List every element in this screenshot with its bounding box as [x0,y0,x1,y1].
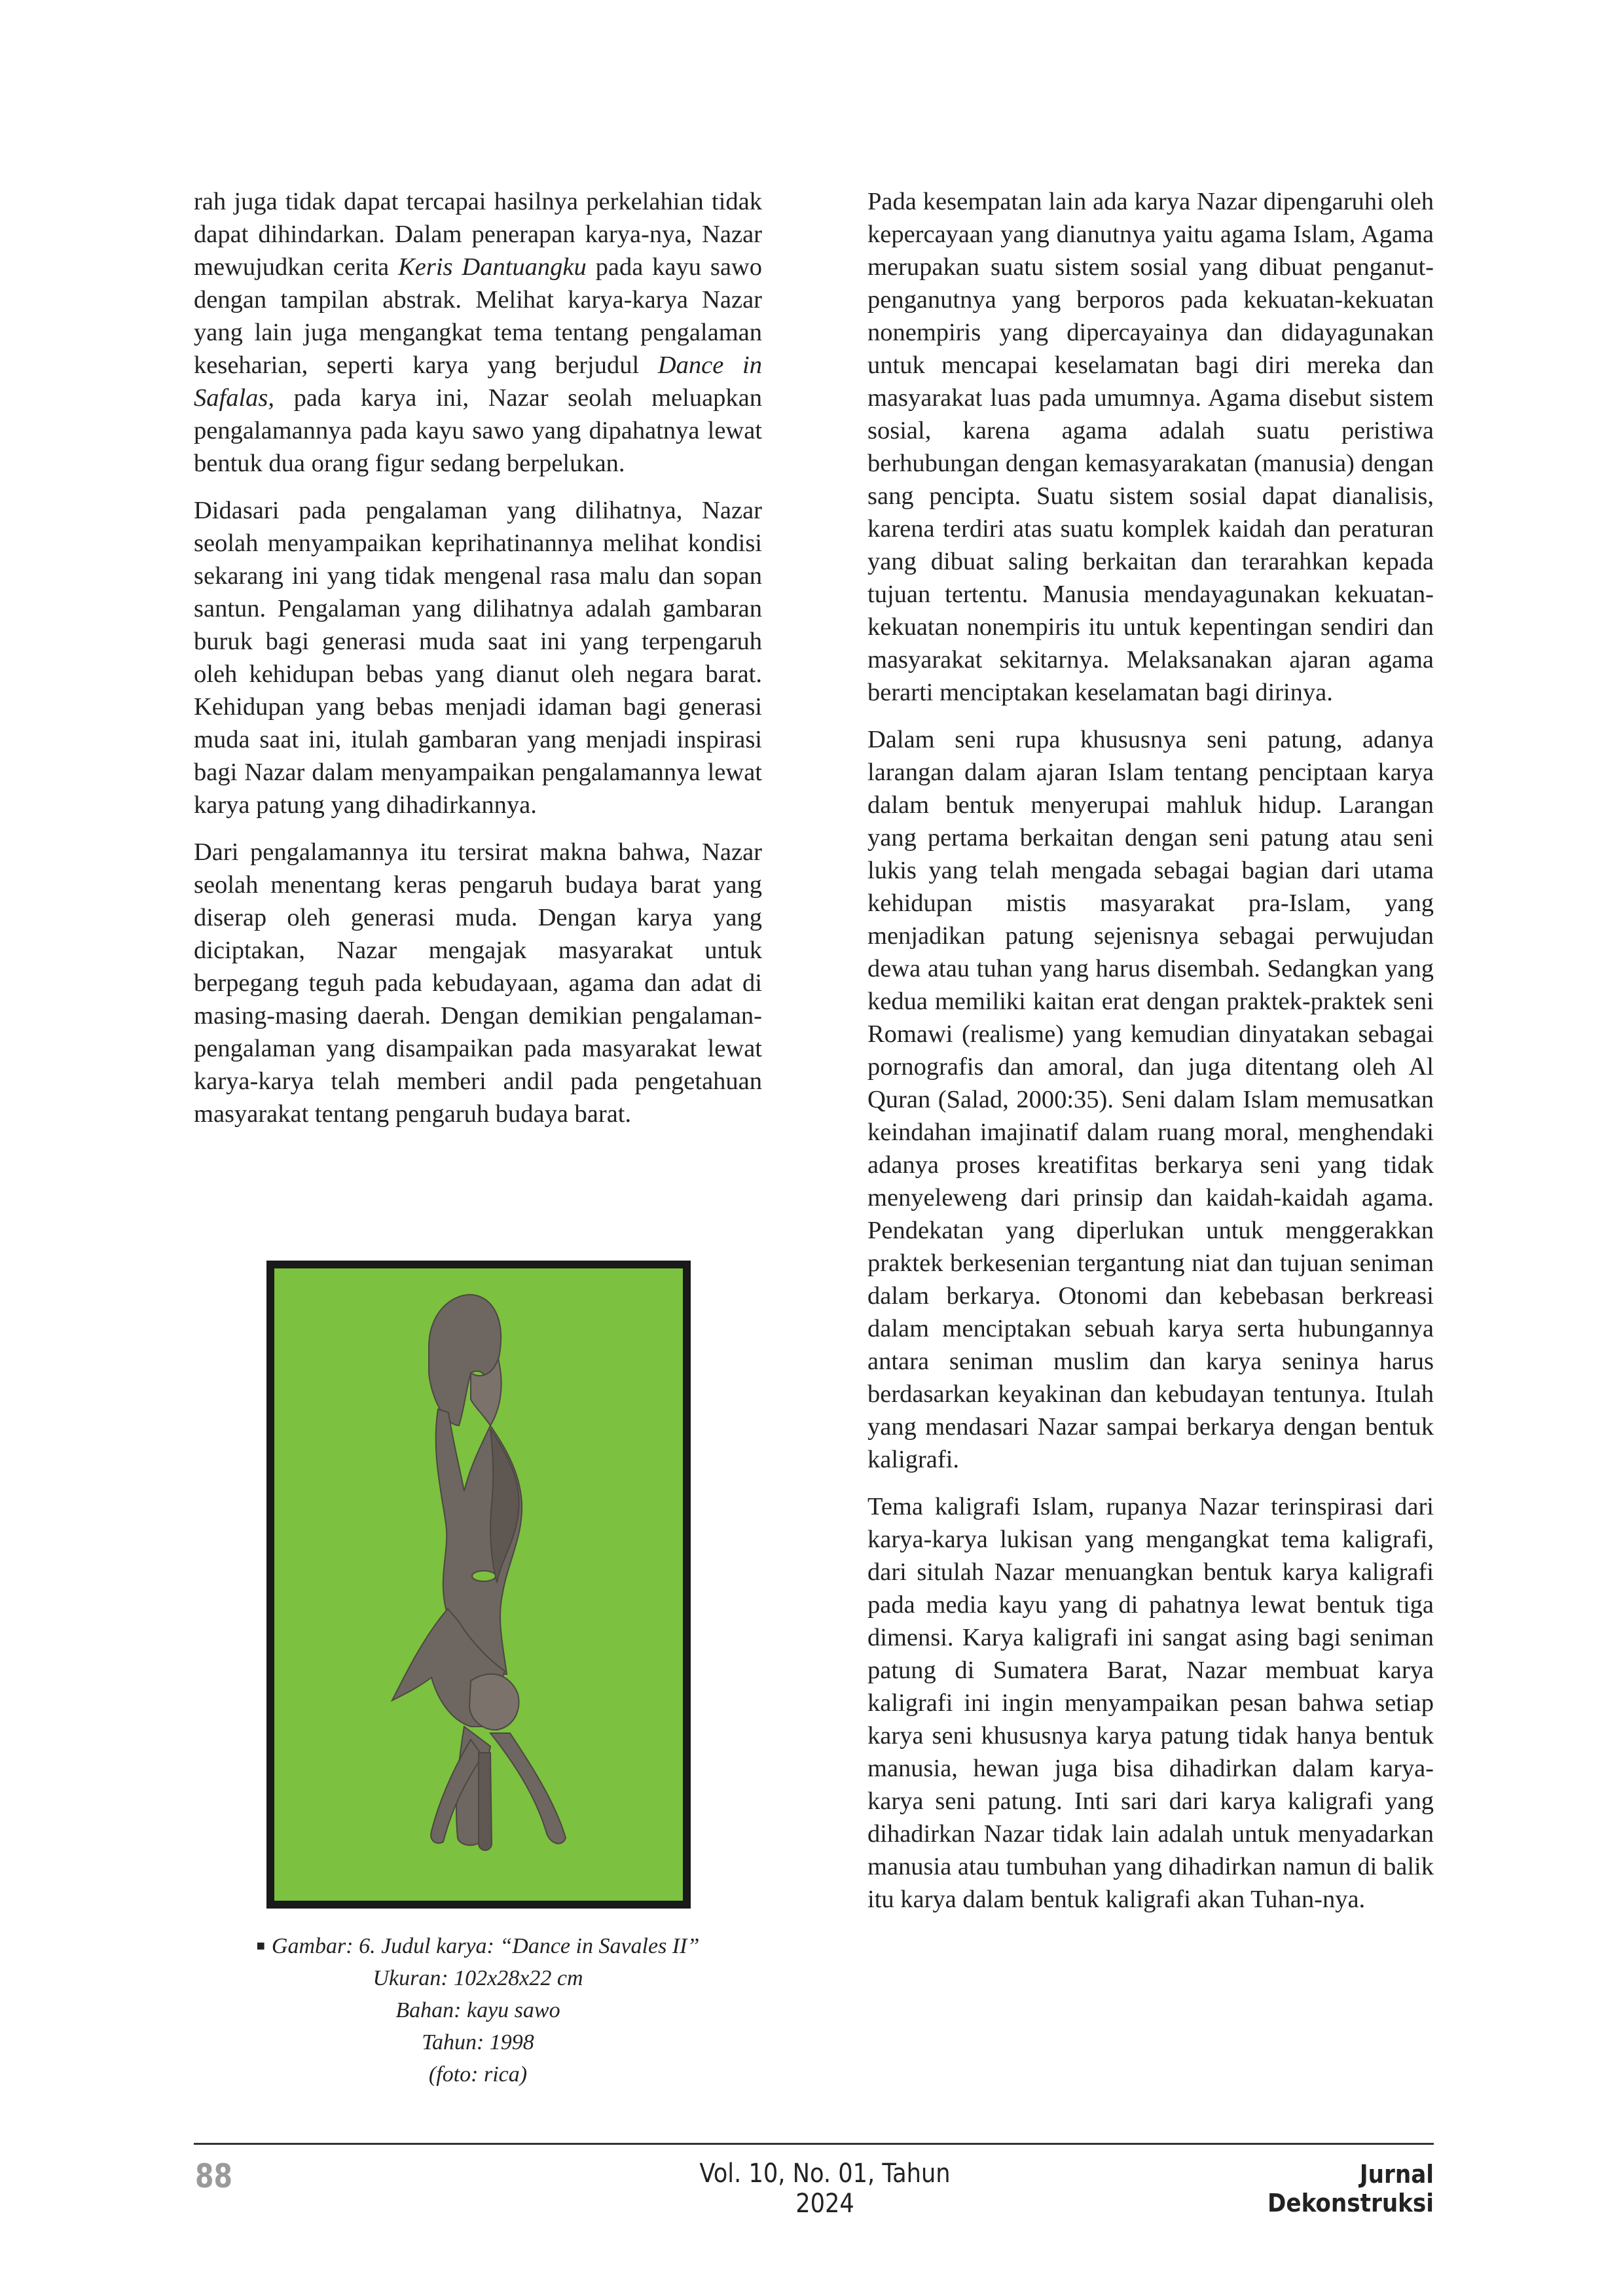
caption-size: Ukuran: 102x28x22 cm [373,1966,583,1990]
paragraph: rah juga tidak dapat tercapai hasilnya perkelahian tidak dapat dihindarkan. Dalam penerapan karya-nya, Nazar mewujudkan cerita Keris Dantuangku pada kayu sawo dengan tampilan abstrak. Melihat karya-karya Nazar yang lain juga mengangkat tema tentang pengalaman keseharian, seperti karya yang berjudul Dance in Safalas, pada karya ini, Nazar seolah meluapkan pengalamannya pada kayu sawo yang dipahatnya lewat bentuk dua orang figur sedang berpelukan. [194,188,762,477]
figure-caption [194,1929,762,2090]
caption-year: Tahun: 1998 [422,2030,534,2054]
artwork-title: Keris Dantuangku [398,253,587,281]
paragraph: Tema kaligrafi Islam, rupanya Nazar terinspirasi dari karya-karya lukisan yang mengangkat tema kaligrafi, dari situlah Nazar menuangkan bentuk karya kaligrafi pada media kayu yang di pahatnya lewat bentuk tiga dimensi. Karya kaligrafi ini sangat asing bagi seniman patung di Sumatera Barat, Nazar membuat karya kaligrafi ini ingin menyampaikan pesan bahwa setiap karya seni khususnya karya patung tidak hanya bentuk manusia, hewan juga bisa dihadirkan dalam karya-karya seni patung. Inti sari dari karya kaligrafi yang dihadirkan Nazar tidak lain adalah untuk menyadarkan manusia atau tumbuhan yang dihadirkan namun di balik itu karya dalam bentuk kaligrafi akan Tuhan-nya. [867,1493,1434,1913]
bullet-icon: ■ [256,1937,265,1954]
caption-material: Bahan: kayu sawo [395,1998,560,2022]
caption-title: Gambar: 6. Judul karya: “Dance in Savales II” [271,1934,700,1958]
carved-hole [472,1571,496,1581]
artwork-title: Dance in Safalas, [194,351,762,412]
left-text-column [194,185,762,1145]
right-text-column [867,185,1434,1930]
figure-photo-frame [266,1261,691,1909]
sculpture-photo [274,1268,683,1901]
paragraph: Dari pengalamannya itu tersirat makna bahwa, Nazar seolah menentang keras pengaruh budaya barat yang diserap oleh generasi muda. Dengan karya yang diciptakan, Nazar mengajak masyarakat untuk berpegang teguh pada kebudayaan, agama dan adat di masing-masing daerah. Dengan demikian pengalaman-pengalaman yang disampaikan pada masyarakat lewat karya-karya telah memberi andil pada pengetahuan masyarakat tentang pengaruh budaya barat. [194,838,762,1128]
footer-divider [194,2143,1434,2145]
caption-photo-credit: (foto: rica) [428,2062,528,2087]
volume-info: Vol. 10, No. 01, Tahun 2024 [699,2159,951,2219]
paragraph: Pada kesempatan lain ada karya Nazar dipengaruhi oleh kepercayaan yang dianutnya yaitu agama Islam, Agama merupakan suatu sistem sosial yang dibuat penganut-penganutnya yang berporos pada kekuatan-kekuatan nonempiris yang dipercayainya dan didayagunakan untuk mencapai keselamatan bagi diri mereka dan masyarakat luas pada umumnya. Agama disebut sistem sosial, karena agama adalah suatu peristiwa berhubungan dengan kemasyarakatan (manusia) dengan sang pencipta. Suatu sistem sosial dapat dianalisis, karena terdiri atas suatu komplek kaidah dan peraturan yang dibuat saling berkaitan dan terarahkan kepada tujuan tertentu. Manusia mendayagunakan kekuatan-kekuatan nonempiris itu untuk kepentingan sendiri dan masyarakat sekitarnya. Melaksanakan ajaran agama berarti menciptakan keselamatan bagi dirinya. [867,188,1434,706]
journal-name: Jurnal Dekonstruksi [1267,2160,1434,2217]
paragraph: Didasari pada pengalaman yang dilihatnya, Nazar seolah menyampaikan keprihatinannya melihat kondisi sekarang ini yang tidak mengenal rasa malu dan sopan santun. Pengalaman yang dilihatnya adalah gambaran buruk bagi generasi muda saat ini yang terpengaruh oleh kehidupan bebas yang dianut oleh negara barat. Kehidupan yang bebas menjadi idaman bagi generasi muda saat ini, itulah gambaran yang menjadi inspirasi bagi Nazar dalam menyampaikan pengalamannya lewat karya patung yang dihadirkannya. [194,497,762,819]
paragraph: Dalam seni rupa khususnya seni patung, adanya larangan dalam ajaran Islam tentang penciptaan karya dalam bentuk menyerupai mahluk hidup. Larangan yang pertama berkaitan dengan seni patung atau seni lukis yang telah mengada sebagai bagian dari utama kehidupan mistis masyarakat pra-Islam, yang menjadikan patung sejenisnya sebagai perwujudan dewa atau tuhan yang harus disembah. Sedangkan yang kedua memiliki kaitan erat dengan praktek-praktek seni Romawi (realisme) yang kemudian dinyatakan sebagai pornografis dan amoral, dan juga ditentang oleh Al Quran (Salad, 2000:35). Seni dalam Islam memusatkan keindahan imajinatif dalam ruang moral, menghendaki adanya proses kreatifitas berkarya seni yang tidak menyeleweng dari prinsip dan kaidah-kaidah agama. Pendekatan yang diperlukan untuk menggerakkan praktek berkesenian tergantung niat dan tujuan seniman dalam berkarya. Otonomi dan kebebasan berkreasi dalam menciptakan sebuah karya serta hubungannya antara seniman muslim dan karya seninya harus berdasarkan keyakinan dan kebudayan tentunya. Itulah yang mendasari Nazar sampai berkarya dengan bentuk kaligrafi. [867,726,1434,1473]
page-number: 88 [195,2157,233,2195]
